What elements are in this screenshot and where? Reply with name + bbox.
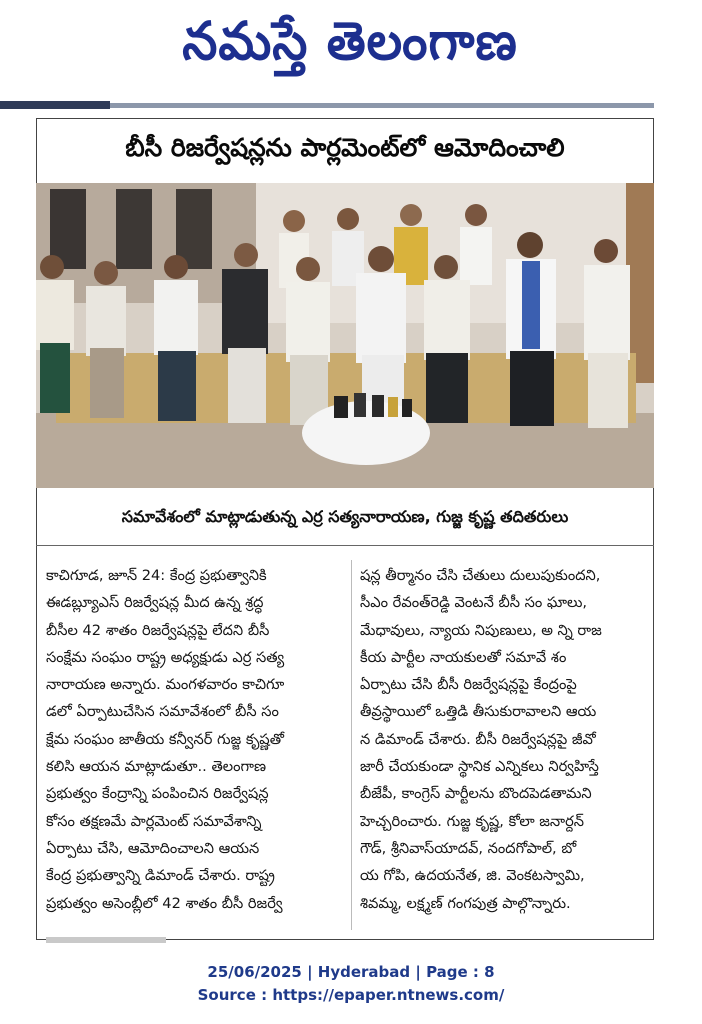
- article-line: ఏర్పాటు చేసి, ఆమోదించాలని ఆయన: [46, 839, 260, 857]
- article-photo: [36, 183, 654, 488]
- article-line: షన్ల తీర్మానం చేసి చేతులు దులుపుకుందని,: [360, 567, 601, 584]
- article-column-left: [46, 562, 332, 917]
- article-line: కీయ పార్టీల నాయకులతో సమావే శం: [360, 648, 567, 666]
- article-line: మేధావులు, న్యాయ నిపుణులు, అ న్ని రాజ: [360, 621, 602, 639]
- article-line: నారాయణ అన్నారు. మంగళవారం కాచిగూ: [46, 676, 285, 694]
- article-line: జారీ చేయకుండా స్థానిక ఎన్నికలు నిర్వహిస్తే: [360, 758, 599, 776]
- article-line: బీసీల 42 శాతం రిజర్వేషన్లపై లేదని బీసీ: [46, 621, 270, 639]
- article-column-right: [360, 562, 646, 917]
- article-line: కలిసి ఆయన మాట్లాడుతూ.. తెలంగాణ: [46, 758, 267, 776]
- article-headline: బీసీ రిజర్వేషన్లను పార్లమెంట్‌లో ఆమోదించాలి: [125, 133, 565, 162]
- masthead-rule-light: [110, 103, 654, 108]
- article-line: హెచ్చరించారు. గుజ్జ కృష్ణ, కోలా జనార్దన్: [360, 812, 584, 830]
- article-line: ఈడబ్ల్యూఎస్ రిజర్వేషన్ల మీద ఉన్న శ్రద్ధ: [46, 594, 264, 612]
- masthead-logo: నమస్తే తెలంగాణ: [182, 10, 518, 72]
- next-article-stub: [46, 937, 166, 943]
- footer-source-link[interactable]: Source : https://epaper.ntnews.com/: [197, 986, 505, 1004]
- caption-rule: [36, 545, 654, 546]
- article-line: కాచిగూడ, జూన్ 24: కేంద్ర ప్రభుత్వానికి: [46, 567, 267, 584]
- article-line: ప్రభుత్వం అసెంబ్లీలో 42 శాతం బీసీ రిజర్వే: [46, 894, 283, 912]
- article-line: య గోపి, ఉదయనేత, జి. వెంకటస్వామి,: [360, 867, 585, 885]
- masthead-rule-dark: [0, 101, 110, 109]
- article-line: ప్రభుత్వం కేంద్రాన్ని పంపించిన రిజర్వేషన్ల: [46, 785, 269, 803]
- column-divider: [351, 560, 352, 930]
- article-line: సీఎం రేవంత్‌రెడ్డి వెంటనే బీసీ సం ఘాలు,: [360, 594, 588, 612]
- article-line: గౌడ్, శ్రీనివాస్‌యాదవ్, నందగోపాల్, బో: [360, 839, 577, 857]
- article-line: డలో ఏర్పాటుచేసిన సమావేశంలో బీసీ సం: [46, 703, 279, 721]
- article-line: కోసం తక్షణమే పార్లమెంట్ సమావేశాన్ని: [46, 812, 262, 830]
- article-line: కేంద్ర ప్రభుత్వాన్ని డిమాండ్ చేశారు. రాష్ట్ర: [46, 867, 275, 885]
- photo-caption: సమావేశంలో మాట్లాడుతున్న ఎర్ర సత్యనారాయణ, గుజ్జ కృష్ణ తదితరులు: [121, 507, 569, 526]
- article-line: శివమ్మ, లక్ష్మణ్ గంగపుత్ర పాల్గొన్నారు.: [360, 894, 571, 912]
- article-line: తీవ్రస్థాయిలో ఒత్తిడి తీసుకురావాలని ఆయ: [360, 703, 597, 721]
- article-line: క్షేమ సంఘం జాతీయ కన్వీనర్ గుజ్జ కృష్ణతో: [46, 730, 284, 748]
- article-line: సంక్షేమ సంఘం రాష్ట్ర అధ్యక్షుడు ఎర్ర సత్య: [46, 648, 285, 666]
- article-line: ఏర్పాటు చేసి బీసీ రిజర్వేషన్లపై కేంద్రంపై: [360, 676, 577, 694]
- article-line: బీజేపీ, కాంగ్రెస్ పార్టీలను బొందపెడతామని: [360, 785, 592, 803]
- article-line: న డిమాండ్ చేశారు. బీసీ రిజర్వేషన్లపై జీవో: [360, 730, 596, 748]
- footer-date-line: 25/06/2025 | Hyderabad | Page : 8: [207, 963, 495, 981]
